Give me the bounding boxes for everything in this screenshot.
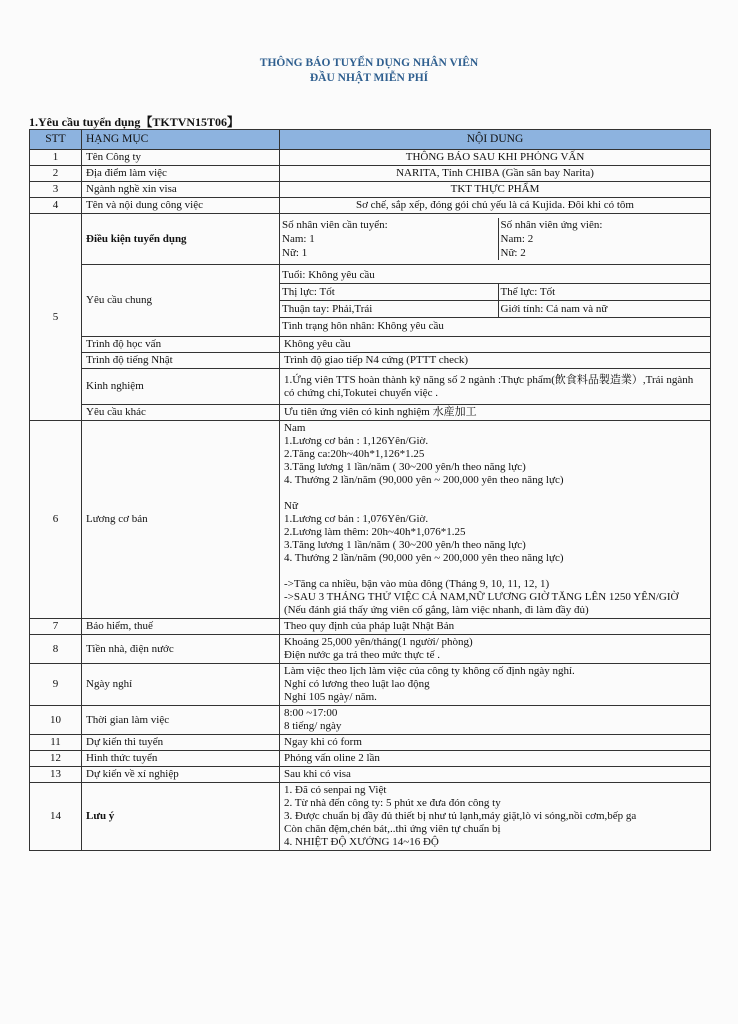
table-row <box>30 265 711 337</box>
hand-requirement: Thuận tay: Phải,Trái <box>280 301 498 318</box>
notes-content <box>280 783 711 851</box>
table-row <box>30 635 711 664</box>
row-label: Trình độ học vấn <box>82 337 280 353</box>
row-content: Theo quy định của pháp luật Nhật Bản <box>280 619 711 635</box>
general-requirements-table <box>280 267 710 334</box>
header-item: HẠNG MỤC <box>82 130 280 150</box>
row-label: Ngành nghề xin visa <box>82 182 280 198</box>
content-line: Khoảng 25,000 yên/tháng(1 người/ phòng) <box>284 636 473 648</box>
gender-requirement: Giới tính: Cả nam và nữ <box>498 301 710 318</box>
row-number: 10 <box>30 706 82 735</box>
document-title <box>0 56 738 86</box>
row-number: 8 <box>30 635 82 664</box>
header-stt: STT <box>30 130 82 150</box>
header-content: NỘI DUNG <box>280 130 711 150</box>
table-row <box>30 421 711 619</box>
table-row <box>30 369 711 405</box>
row-label: Yêu cầu khác <box>82 405 280 421</box>
row-label: Tên Công ty <box>82 150 280 166</box>
title-line-1: THÔNG BÁO TUYỂN DỤNG NHÂN VIÊN <box>259 57 479 69</box>
row-label: Dự kiến về xí nghiệp <box>82 767 280 783</box>
content-line: 4. NHIỆT ĐỘ XƯỞNG 14~16 ĐỘ <box>284 836 439 848</box>
content-line: 2.Lương làm thêm: 20h~40h*1,076*1.25 <box>284 526 466 538</box>
content-line: 8 tiếng/ ngày <box>284 720 342 732</box>
row-number: 7 <box>30 619 82 635</box>
recruitment-table <box>29 129 711 851</box>
salary-content <box>280 421 711 619</box>
row-content <box>280 635 711 664</box>
row-number: 5 <box>30 214 82 421</box>
row-content: Phỏng vấn oline 2 lần <box>280 751 711 767</box>
content-line: Nam <box>284 422 306 434</box>
content-line: 2. Từ nhà đến công ty: 5 phút xe đưa đón công ty <box>284 797 501 809</box>
table-row <box>30 182 711 198</box>
fitness-requirement: Thể lực: Tốt <box>498 284 710 301</box>
age-requirement: Tuổi: Không yêu cầu <box>280 267 710 284</box>
content-line: Nữ <box>284 500 298 512</box>
row-content: Ưu tiên ứng viên có kinh nghiệm 水産加工 <box>280 405 711 421</box>
headcount-cell <box>280 214 711 265</box>
table-header-row <box>30 130 711 150</box>
table-row <box>30 150 711 166</box>
content-line: Điện nước ga trả theo mức thực tế . <box>284 649 440 661</box>
content-line: 8:00 ~17:00 <box>284 707 338 719</box>
content-line: ->Tăng ca nhiều, bận vào mùa đông (Tháng 9, 10, 11, 12, 1) <box>284 578 550 590</box>
table-row <box>30 706 711 735</box>
row-content: Sau khi có visa <box>280 767 711 783</box>
row-number: 12 <box>30 751 82 767</box>
row-content: TKT THỰC PHẨM <box>280 182 711 198</box>
row-content <box>280 706 711 735</box>
table-row <box>30 735 711 751</box>
row-label: Ngày nghỉ <box>82 664 280 706</box>
table-row <box>30 619 711 635</box>
content-line: 4. Thưởng 2 lần/năm (90,000 yên ~ 200,000 yên theo năng lực) <box>284 552 564 564</box>
blank-line <box>284 565 706 578</box>
marital-requirement: Tình trạng hôn nhân: Không yêu cầu <box>282 320 444 332</box>
table-row <box>30 353 711 369</box>
row-label: Thời gian làm việc <box>82 706 280 735</box>
row-number: 3 <box>30 182 82 198</box>
table-row <box>30 337 711 353</box>
table-row <box>30 405 711 421</box>
needed-title: Số nhân viên cần tuyển: <box>280 218 498 232</box>
table-row <box>30 751 711 767</box>
row-label: Trình độ tiếng Nhật <box>82 353 280 369</box>
content-line: 1. Đã có senpai ng Việt <box>284 784 387 796</box>
table-row <box>30 166 711 182</box>
content-line: Nghỉ 105 ngày/ năm. <box>284 691 377 703</box>
applicant-male: Nam: 2 <box>500 233 534 245</box>
row-number: 9 <box>30 664 82 706</box>
content-line: 3.Tăng lương 1 lần/năm ( 30~200 yên/h theo năng lực) <box>284 461 526 473</box>
row-number: 14 <box>30 783 82 851</box>
row-label: Lưu ý <box>82 783 280 851</box>
content-line: 3.Tăng lương 1 lần/năm ( 30~200 yên/h theo năng lực) <box>284 539 526 551</box>
content-line: (Nếu đánh giá thấy ứng viên cố gắng, làm việc nhanh, đi làm đầy đủ) <box>284 604 589 616</box>
row-label: Địa điểm làm việc <box>82 166 280 182</box>
row-number: 6 <box>30 421 82 619</box>
row-content: 1.Ứng viên TTS hoàn thành kỹ năng số 2 ngành :Thực phẩm(飲食料品製造業）,Trái ngành có chứng chỉ,Tokutei chuyển việc . <box>280 369 711 405</box>
table-row <box>30 214 711 265</box>
needed-female: Nữ: 1 <box>280 246 498 260</box>
content-line: Làm việc theo lịch làm việc của công ty không cố định ngày nghỉ. <box>284 665 575 677</box>
needed-male: Nam: 1 <box>280 232 498 246</box>
content-line: 4. Thưởng 2 lần/năm (90,000 yên ~ 200,000 yên theo năng lực) <box>284 474 564 486</box>
title-line-2: ĐẦU NHẬT MIỄN PHÍ <box>309 72 429 84</box>
headcount-table <box>280 218 710 260</box>
table-row <box>30 783 711 851</box>
row-label: Bảo hiểm, thuế <box>82 619 280 635</box>
row-number: 2 <box>30 166 82 182</box>
row-content: Sơ chế, sắp xếp, đóng gói chủ yếu là cá Kujida. Đôi khi có tôm <box>280 198 711 214</box>
row-number: 1 <box>30 150 82 166</box>
content-line: Nghỉ có lương theo luật lao động <box>284 678 430 690</box>
applicant-title: Số nhân viên ứng viên: <box>500 219 603 231</box>
blank-line <box>284 487 706 500</box>
row-label: Điều kiện tuyển dụng <box>82 214 280 265</box>
row-label: Lương cơ bản <box>82 421 280 619</box>
content-line: 1.Lương cơ bản : 1,126Yên/Giờ. <box>284 435 429 447</box>
vision-requirement: Thị lực: Tốt <box>280 284 498 301</box>
content-line: 1.Lương cơ bản : 1,076Yên/Giờ. <box>284 513 429 525</box>
row-content <box>280 664 711 706</box>
content-line: 3. Được chuẩn bị đầy đủ thiết bị như tủ lạnh,máy giặt,lò vi sóng,nồi cơm,bếp ga <box>284 810 637 822</box>
table-row <box>30 198 711 214</box>
row-number: 11 <box>30 735 82 751</box>
row-number: 4 <box>30 198 82 214</box>
row-content: NARITA, Tỉnh CHIBA (Gần sân bay Narita) <box>280 166 711 182</box>
content-line: Còn chăn đệm,chén bát,..thì ứng viên tự chuẩn bị <box>284 823 501 835</box>
row-label: Dự kiến thi tuyển <box>82 735 280 751</box>
content-line: ->SAU 3 THÁNG THỬ VIỆC CẢ NAM,NỮ LƯƠNG GIỜ TĂNG LÊN 1250 YÊN/GIỜ <box>284 591 679 603</box>
row-content: Ngay khi có form <box>280 735 711 751</box>
row-label: Kinh nghiệm <box>82 369 280 405</box>
table-row <box>30 767 711 783</box>
row-content: THÔNG BÁO SAU KHI PHỎNG VẤN <box>280 150 711 166</box>
general-requirements-cell <box>280 265 711 337</box>
row-number: 13 <box>30 767 82 783</box>
applicant-female: Nữ: 2 <box>500 247 526 259</box>
row-label: Yêu cầu chung <box>82 265 280 337</box>
section-heading: 1.Yêu cầu tuyển dụng【TKTVN15T06】 <box>29 115 240 129</box>
row-label: Hình thức tuyển <box>82 751 280 767</box>
row-content: Trình độ giao tiếp N4 cứng (PTTT check) <box>280 353 711 369</box>
content-line: 2.Tăng ca:20h~40h*1,126*1.25 <box>284 448 425 460</box>
table-row <box>30 664 711 706</box>
row-content: Không yêu cầu <box>280 337 711 353</box>
row-label: Tiền nhà, điện nước <box>82 635 280 664</box>
row-label: Tên và nội dung công việc <box>82 198 280 214</box>
